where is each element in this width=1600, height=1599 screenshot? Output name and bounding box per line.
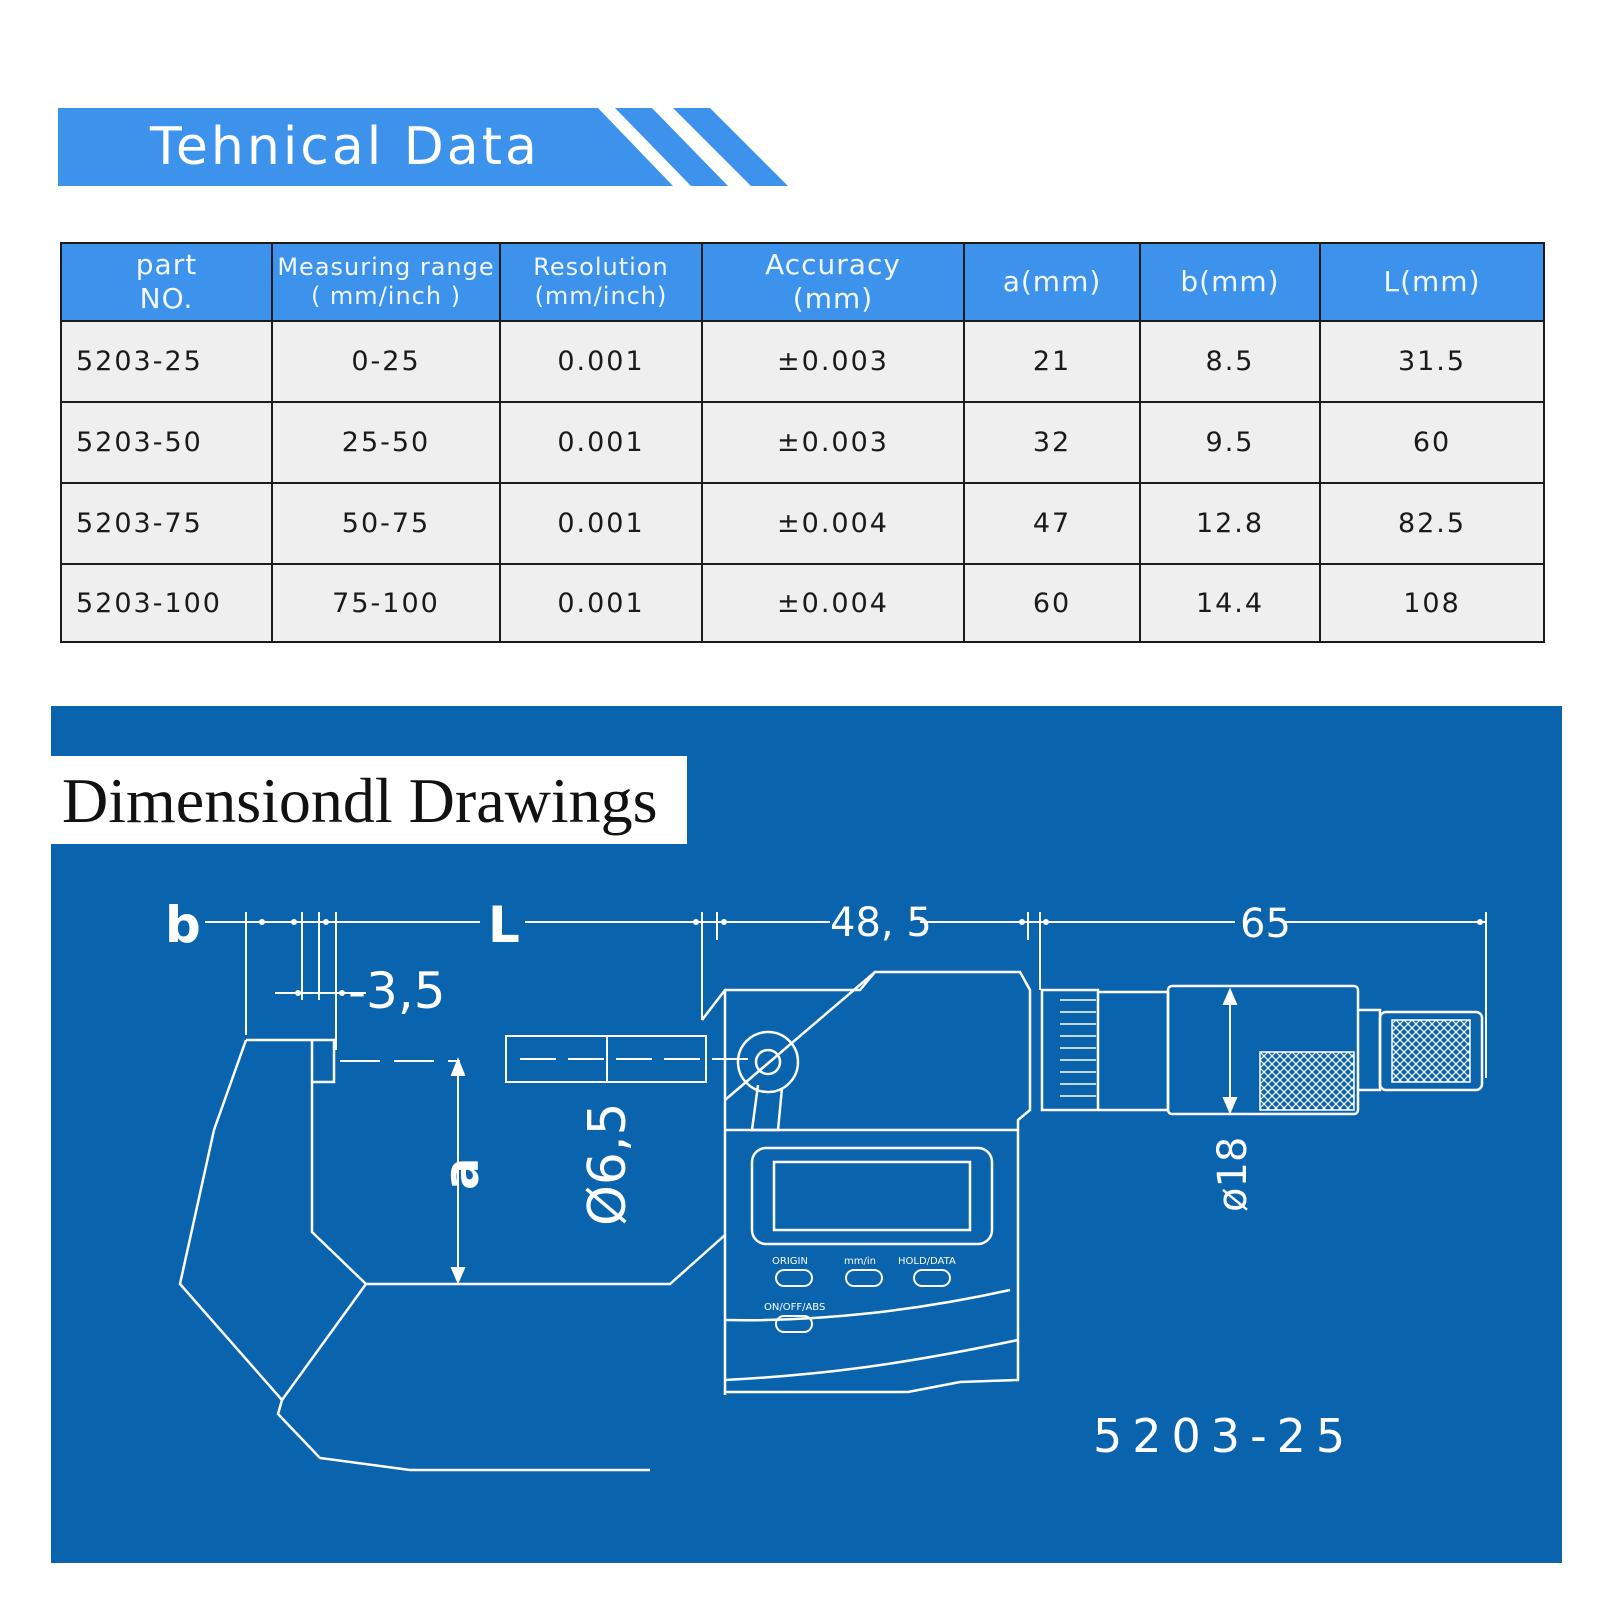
cell-a: 32 xyxy=(964,402,1140,483)
micrometer-frame xyxy=(180,1040,725,1470)
cell-resolution: 0.001 xyxy=(500,564,702,642)
mm-in-button xyxy=(846,1270,882,1286)
knurl-area xyxy=(1260,1052,1354,1110)
cell-part-no: 5203-100 xyxy=(61,564,272,642)
button-label-hold-data: HOLD/DATA xyxy=(898,1256,956,1267)
cell-accuracy: ±0.004 xyxy=(702,564,964,642)
header-measuring-range: Measuring range ( mm/inch ) xyxy=(272,243,500,321)
label-dia-18: ø18 xyxy=(1210,1136,1256,1212)
cell-a: 21 xyxy=(964,321,1140,402)
cell-range: 0-25 xyxy=(272,321,500,402)
display-buttons xyxy=(776,1270,950,1332)
header-accuracy: Accuracy (mm) xyxy=(702,243,964,321)
header-a: a(mm) xyxy=(964,243,1140,321)
cell-accuracy: ±0.003 xyxy=(702,402,964,483)
spindle-centerline xyxy=(340,1036,760,1082)
header-l: L(mm) xyxy=(1320,243,1544,321)
dimension-dia-18 xyxy=(1224,990,1236,1112)
ratchet-knurl xyxy=(1392,1020,1470,1082)
cell-resolution: 0.001 xyxy=(500,483,702,564)
label-l: L xyxy=(488,896,520,954)
model-number: 5203-25 xyxy=(1093,1409,1356,1463)
label-dia-6-5: Ø6,5 xyxy=(578,1102,638,1226)
lcd-display xyxy=(752,1148,992,1244)
cell-b: 9.5 xyxy=(1140,402,1320,483)
cell-part-no: 5203-75 xyxy=(61,483,272,564)
cell-resolution: 0.001 xyxy=(500,402,702,483)
cell-accuracy: ±0.004 xyxy=(702,483,964,564)
button-label-origin: ORIGIN xyxy=(772,1256,808,1267)
cell-accuracy: ±0.003 xyxy=(702,321,964,402)
section-title: Tehnical Data xyxy=(150,117,540,177)
cell-range: 50-75 xyxy=(272,483,500,564)
ratchet-ridges xyxy=(1060,1000,1096,1096)
hold-data-button xyxy=(914,1270,950,1286)
header-resolution: Resolution (mm/inch) xyxy=(500,243,702,321)
cell-l: 60 xyxy=(1320,402,1544,483)
origin-button xyxy=(776,1270,812,1286)
label-3-5: -3,5 xyxy=(348,962,446,1020)
header-part-no: part NO. xyxy=(61,243,272,321)
cell-b: 8.5 xyxy=(1140,321,1320,402)
cell-l: 108 xyxy=(1320,564,1544,642)
label-48-5: 48, 5 xyxy=(830,900,932,946)
cell-b: 14.4 xyxy=(1140,564,1320,642)
button-label-on-off-abs: ON/OFF/ABS xyxy=(764,1302,826,1313)
cell-part-no: 5203-25 xyxy=(61,321,272,402)
header-b: b(mm) xyxy=(1140,243,1320,321)
button-label-mm-in: mm/in xyxy=(844,1256,876,1267)
cell-l: 82.5 xyxy=(1320,483,1544,564)
cell-b: 12.8 xyxy=(1140,483,1320,564)
cell-resolution: 0.001 xyxy=(500,321,702,402)
drawing-title: Dimensiondl Drawings xyxy=(62,765,658,836)
cell-a: 47 xyxy=(964,483,1140,564)
cell-part-no: 5203-50 xyxy=(61,402,272,483)
button-labels xyxy=(764,1256,956,1313)
cell-range: 25-50 xyxy=(272,402,500,483)
label-65: 65 xyxy=(1240,901,1291,947)
label-b: b xyxy=(165,896,201,954)
cell-a: 60 xyxy=(964,564,1140,642)
cell-range: 75-100 xyxy=(272,564,500,642)
label-a: a xyxy=(434,1157,490,1190)
cell-l: 31.5 xyxy=(1320,321,1544,402)
